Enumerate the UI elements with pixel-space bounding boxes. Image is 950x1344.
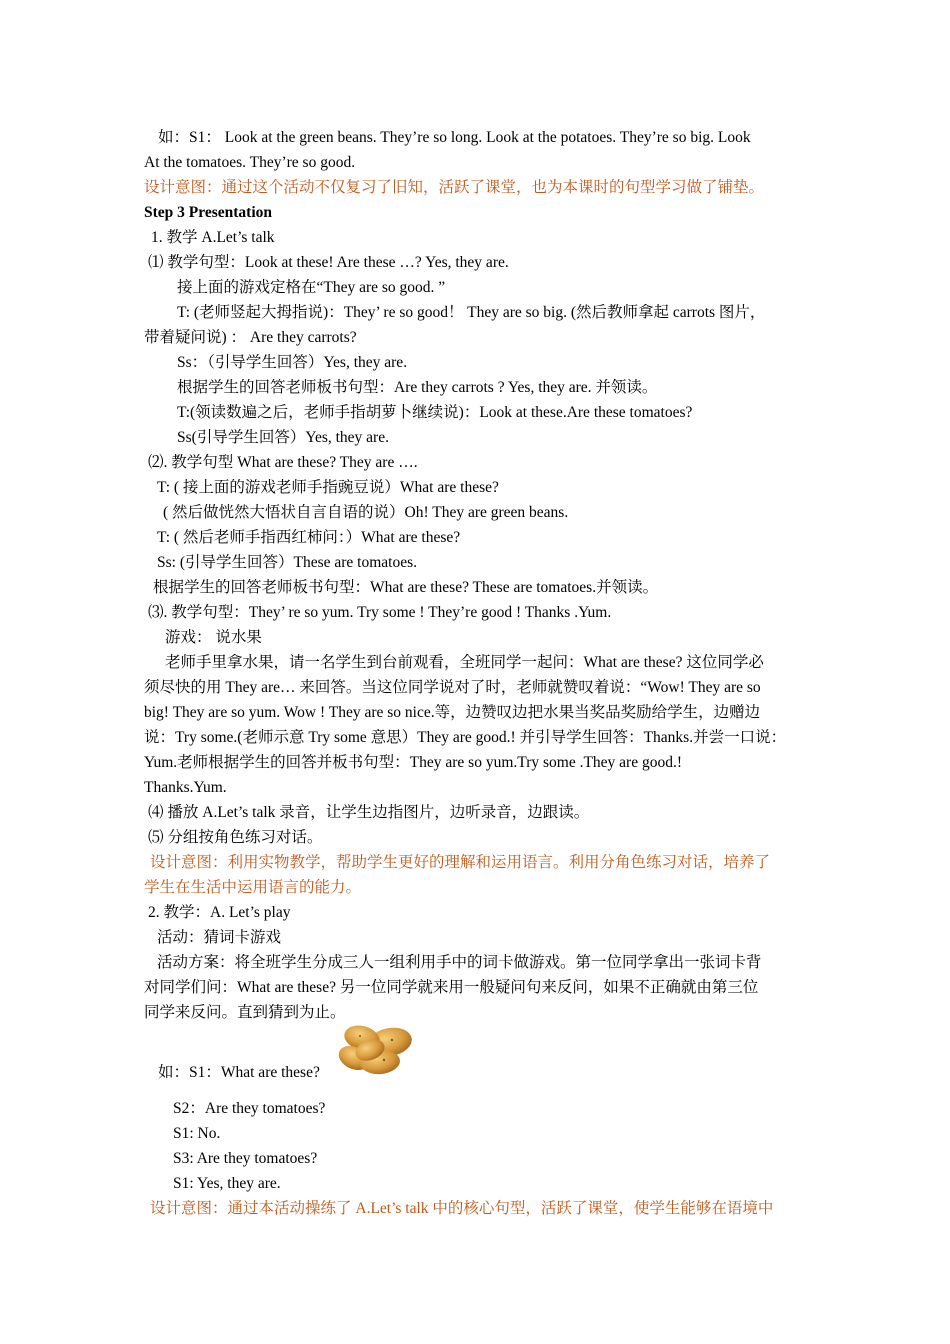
example-dialogue-line: S1: Yes, they are. (173, 1175, 281, 1192)
teaching-item-2: 2. 教学：A. Let’s play (148, 904, 291, 921)
potatoes-image (332, 1020, 416, 1078)
text-line: 同学来反问。直到猜到为止。 (144, 1004, 346, 1021)
example-dialogue-line: S3: Are they tomatoes? (173, 1150, 318, 1167)
text-line: T: ( 接上面的游戏老师手指豌豆说）What are these? (157, 479, 499, 496)
example-line-2: At the tomatoes. They’re so good. (144, 154, 356, 171)
text-line: T:(领读数遍之后，老师手指胡萝卜继续说)：Look at these.Are these tomatoes? (177, 404, 693, 421)
text-line: 带着疑问说) ： Are they carrots? (144, 329, 357, 346)
text-line: 游戏： 说水果 (165, 629, 262, 646)
text-line: 活动：猜词卡游戏 (157, 929, 282, 946)
sentence-pattern-1: ⑴ 教学句型：Look at these! Are these …? Yes, they are. (148, 254, 509, 271)
sentence-pattern-2: ⑵. 教学句型 What are these? They are …. (148, 454, 418, 471)
design-intent-2-cont: 学生在生活中运用语言的能力。 (144, 879, 362, 896)
text-line: T: ( 然后老师手指西红柿问：）What are these? (157, 529, 461, 546)
teaching-item-1: 1. 教学 A.Let’s talk (151, 229, 275, 246)
text-line: Thanks.Yum. (144, 779, 227, 796)
text-line: Ss(引导学生回答）Yes, they are. (177, 429, 389, 446)
text-line: 根据学生的回答老师板书句型：Are they carrots ? Yes, they are. 并领读。 (177, 379, 658, 396)
sentence-pattern-3: ⑶. 教学句型：They’ re so yum. Try some ! They’re good ! Thanks .Yum. (148, 604, 612, 621)
design-intent-3: 设计意图：通过本活动操练了 A.Let’s talk 中的核心句型，活跃了课堂，使学生能够在语境中 (150, 1200, 774, 1217)
section-heading: Step 3 Presentation (144, 204, 273, 221)
example-dialogue-line: 如：S1：What are these? (158, 1064, 320, 1081)
text-line: ⑸ 分组按角色练习对话。 (148, 829, 323, 846)
example-dialogue-line: S1: No. (173, 1125, 221, 1142)
design-intent-2: 设计意图：利用实物教学，帮助学生更好的理解和运用语言。利用分角色练习对话，培养了 (150, 854, 771, 871)
design-intent-1: 设计意图：通过这个活动不仅复习了旧知，活跃了课堂，也为本课时的句型学习做了铺垫。 (144, 179, 765, 196)
text-line: Yum.老师根据学生的回答并板书句型：They are so yum.Try some .They are good.! (144, 754, 682, 771)
text-line: 接上面的游戏定格在“They are so good. ” (177, 279, 446, 296)
text-line: 须尽快的用 They are… 来回答。当这位同学说对了时，老师就赞叹着说：“Wow! They are so (144, 679, 761, 696)
text-line: Ss: (引导学生回答）These are tomatoes. (157, 554, 418, 571)
text-line: 说：Try some.(老师示意 Try some 意思）They are good.! 并引导学生回答：Thanks.并尝一口说： (144, 729, 787, 746)
example-line-1: 如：S1： Look at the green beans. They’re so long. Look at the potatoes. They’re so big. Look (158, 129, 751, 146)
example-dialogue-line: S2：Are they tomatoes? (173, 1100, 326, 1117)
text-line: ⑷ 播放 A.Let’s talk 录音，让学生边指图片，边听录音，边跟读。 (148, 804, 590, 821)
text-line: 根据学生的回答老师板书句型：What are these? These are tomatoes.并领读。 (153, 579, 659, 596)
text-line: 活动方案：将全班学生分成三人一组利用手中的词卡做游戏。第一位同学拿出一张词卡背 (157, 954, 762, 971)
text-line: 老师手里拿水果，请一名学生到台前观看，全班同学一起问：What are these? 这位同学必 (165, 654, 764, 671)
text-line: big! They are so yum. Wow ! They are so nice.等，边赞叹边把水果当奖品奖励给学生，边赠边 (144, 704, 761, 721)
text-line: T: (老师竖起大拇指说)：They’ re so good！ They are so big. (然后教师拿起 carrots 图片， (177, 304, 766, 321)
text-line: ( 然后做恍然大悟状自言自语的说）Oh! They are green beans. (163, 504, 569, 521)
text-line: Ss：（引导学生回答）Yes, they are. (177, 354, 408, 371)
text-line: 对同学们问：What are these? 另一位同学就来用一般疑问句来反问，如果不正确就由第三位 (144, 979, 759, 996)
